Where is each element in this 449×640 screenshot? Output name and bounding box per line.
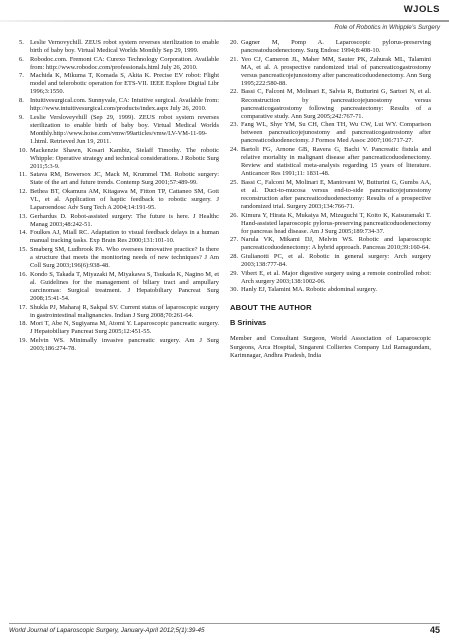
- footer-rule: [9, 623, 440, 624]
- reference-item: [19, 114, 219, 146]
- reference-text: Leslie Vernovychill. ZEUS robot system reverses sterilization to enable birth of baby boy. Virtual Medical Worlds Monthly Sep 29, 1999.: [30, 39, 219, 55]
- reference-item: [230, 146, 431, 178]
- reference-text: Narula VK, Mikami DJ, Melvin WS. Robotic and laparoscopic pancreaticoduodenectomy: A hybrid approach. Pancreas 2010;39:160-64.: [241, 236, 431, 252]
- reference-number: 9.: [19, 113, 24, 121]
- reference-text: Machida K, Mikuma T, Komada S, Akita K. Precise EV robot: Flight model and telerobotic operation for ETS-VII. IEEE Explore Digital Libr 1996;3:1550.: [30, 72, 219, 96]
- reference-item: [19, 147, 219, 171]
- footer-citation: World Journal of Laparoscopic Surgery, January-April 2012;5(1):39-45: [9, 627, 205, 634]
- reference-text: Bethea BT, Okamura AM, Kitagawa M, Fitton TP, Cattaneo SM, Gott VL, et al. Application of haptic feedback to robotic surgery. J Laparoendosc Adv Surg Tech A 2004;14:191-95.: [30, 188, 219, 212]
- reference-item: [19, 337, 219, 353]
- reference-text: Mackenzie Shawn, Kosari Kambiz, Sielaff Timothy. The robotic Whipple: Operative strategy and technical considerations. J Robotic Surg 2011;5:3-9.: [30, 146, 219, 170]
- reference-item: [19, 246, 219, 270]
- reference-text: Shukla PJ, Maharaj R, Sakpal SV. Current status of laparoscopic surgery in gastrointestinal malignancies. Indian J Surg 2008;70:261-64.: [30, 303, 219, 319]
- reference-number: 8.: [19, 97, 24, 105]
- reference-item: [230, 253, 431, 269]
- references-right-list: [230, 39, 431, 294]
- page-header: [0, 0, 449, 18]
- reference-item: [230, 236, 431, 252]
- reference-text: Gagner M, Pomp A. Laparoscopic pylorus-preserving pancreatoduodenectomy. Surg Endosc 1994;8:408-10.: [241, 39, 431, 55]
- header-rule: [0, 20, 449, 22]
- reference-item: [19, 271, 219, 303]
- reference-text: Satava RM, Bowersox JC, Mack M, Krummel TM. Robotic surgery: State of the art and future trends. Contemp Surg 2001;57:489-99.: [30, 171, 219, 187]
- author-name: B Srinivas: [230, 318, 267, 328]
- reference-number: 27.: [230, 236, 239, 244]
- reference-item: [230, 39, 431, 55]
- page-number: 45: [429, 625, 440, 635]
- reference-number: 21.: [230, 55, 239, 63]
- reference-number: 26.: [230, 211, 239, 219]
- reference-text: Gerhardus D. Robot-assisted surgery: The future is here. J Healthc Manag 2003;48:242-51.: [30, 212, 219, 228]
- reference-text: Bassi C, Falconi M, Molinari E, Mantovani W, Butturini G, Gumbs AA, et al. Duct-to-mucosa versus end-to-side pancreaticojejunostomy reconstruction after pancreaticoduodenectomy: Results of a prospective randomized trial. Surgery 2003;134:766-71.: [241, 178, 431, 210]
- reference-text: Bartoli FG, Arnone GB, Ravera G, Bachi V. Pancreatic fistula and relative mortality in malignant disease after pancreaticoduodenectomy. Review and statistical meta-analysis regarding 15 years of literature. Anticancer Res 1991;11: 1831-48.: [241, 145, 431, 178]
- reference-number: 10.: [19, 146, 28, 154]
- reference-number: 22.: [230, 88, 239, 96]
- reference-item: [230, 270, 431, 286]
- journal-abbreviation: WJOLS: [403, 4, 440, 15]
- reference-number: 6.: [19, 55, 24, 63]
- reference-number: 20.: [230, 39, 239, 46]
- reference-text: Kondo S, Takada T, Miyazaki M, Miyakawa S, Tsukada K, Nagino M, et al. Guidelines for the management of biliary tract and ampullary carcinomas: Surgical treatment. J Hepatobiliary Pancreat Surg 2008;15:41-54.: [30, 270, 219, 302]
- reference-text: Mori T, Abe N, Sugiyama M, Atomi Y. Laparoscopic pancreatic surgery. J Hepatobiliary Pancreat Surg 2005;12:451-55.: [30, 320, 219, 336]
- reference-item: [19, 188, 219, 212]
- reference-number: 29.: [230, 269, 239, 277]
- reference-number: 19.: [19, 337, 28, 344]
- reference-text: Vibert E, et al. Major digestive surgery using a remote controlled robot: Arch surgery 2003;138:1002-06.: [241, 269, 431, 285]
- reference-text: Hanly EJ, Talamini MA. Robotic abdominal surgery.: [241, 286, 378, 294]
- references-left-column: [19, 39, 219, 354]
- reference-item: [19, 39, 219, 55]
- reference-number: 11.: [19, 171, 27, 179]
- reference-text: Intuitivesurgical.com. Sunnyvale, CA: Intuitive surgical. Available from: http://www.intuitivesurgical.com/products/index.aspx July 26, 2010.: [30, 97, 219, 113]
- reference-number: 18.: [19, 320, 28, 328]
- reference-number: 13.: [19, 212, 28, 220]
- right-column: [230, 39, 431, 360]
- reference-number: 15.: [19, 246, 28, 254]
- reference-item: [19, 229, 219, 245]
- author-bio: Member and Consultant Surgeon, World Association of Laparoscopic Surgeons, Arca Hospital, Singareni Collieries Company Ltd Ramagundam, Karimnagar, Andhra Pradesh, India: [230, 335, 431, 359]
- reference-text: Yeo CJ, Cameron JL, Maher MM, Sauter PK, Zahurak ML, Talamini MA, et al. A prospective randomized trial of pancreaticogastrostomy versus pancreaticojejunostomy after pancreaticoduodenectomy. Ann Surg 1995;222:580-88.: [241, 55, 431, 87]
- reference-number: 7.: [19, 72, 24, 80]
- reference-text: Melvin WS. Minimally invasive pancreatic surgery. Am J Surg 2003;186:274-78.: [30, 337, 219, 353]
- reference-text: Smaberg SM, Ludbrook PA. Who oversees innovative practice? Is there a structure that meets the monitoring needs of new techniques? J Am Coll Surg 2003;196(6):938-48.: [30, 246, 219, 270]
- reference-item: [19, 213, 219, 229]
- reference-item: [19, 97, 219, 113]
- reference-number: 17.: [19, 303, 28, 311]
- reference-item: [19, 304, 219, 320]
- reference-item: [230, 179, 431, 211]
- reference-number: 28.: [230, 252, 239, 260]
- running-title: Role of Robotics in Whipple’s Surgery: [334, 24, 440, 31]
- reference-number: 14.: [19, 229, 28, 237]
- reference-number: 30.: [230, 286, 239, 294]
- reference-text: Kimura Y, Hirata K, Mukaiya M, Mizuguchi T, Koito K, Katsuramaki T. Hand-assisted laparoscopic pylorus-preserving pancreaticoduodenectomy for pancreas head disease. Am J Surg 2005;189:734-37.: [241, 211, 431, 235]
- reference-number: 24.: [230, 145, 239, 153]
- reference-item: [230, 121, 431, 145]
- reference-text: Foulkes AJ, Miall RC. Adaptation to visual feedback delays in a human manual tracking tasks. Exp Brain Res 2000;131:101-10.: [30, 229, 219, 245]
- reference-number: 16.: [19, 270, 28, 278]
- reference-item: [19, 320, 219, 336]
- reference-number: 23.: [230, 121, 239, 129]
- reference-item: [19, 171, 219, 187]
- reference-item: [230, 286, 431, 294]
- reference-text: Leslie Versloveyvhill (Sep 29, 1999). ZEUS robot system reverses sterilization to enable birth of baby boy. Virtual Medical Worlds Monthly.http://www.hoise.com/vmw/99articles/vmw/LV-VM-11-99-1.html. Retrieved Jun 19, 2011.: [30, 113, 219, 145]
- reference-item: [19, 72, 219, 96]
- reference-text: Robodoc.com. Fremont CA: Curexo Technology Corporation. Available from: http://www.robodoc.com/professionals.html July 26, 2010.: [30, 55, 219, 71]
- reference-item: [19, 56, 219, 72]
- reference-text: Bassi C, Falconi M, Molinari E, Salvia R, Butturini G, Sartori N, et al. Reconstruction by pancreaticojejunostomy versus pancreaticogastrostomy following pancreatectomy: Results of a comparative study. Ann Surg 2005;242:767-71.: [241, 88, 431, 120]
- reference-number: 25.: [230, 178, 239, 186]
- reference-number: 12.: [19, 188, 28, 195]
- reference-item: [230, 212, 431, 236]
- reference-text: Giulianotti PC, et al. Robotic in general surgery: Arch surgery 2003;138:777-84.: [241, 252, 431, 269]
- reference-number: 5.: [19, 39, 24, 46]
- reference-item: [230, 88, 431, 120]
- reference-text: Fang WL, Shyr YM, Su CH, Chen TH, Wu CW, Lui WY. Comparison between pancreaticojejunostomy and pancreaticogastrostomy after pancreaticoduodenectomy. J Formos Med Assoc 2007;106:717-27.: [241, 121, 431, 145]
- reference-item: [230, 56, 431, 88]
- about-author-heading: ABOUT THE AUTHOR: [230, 303, 312, 313]
